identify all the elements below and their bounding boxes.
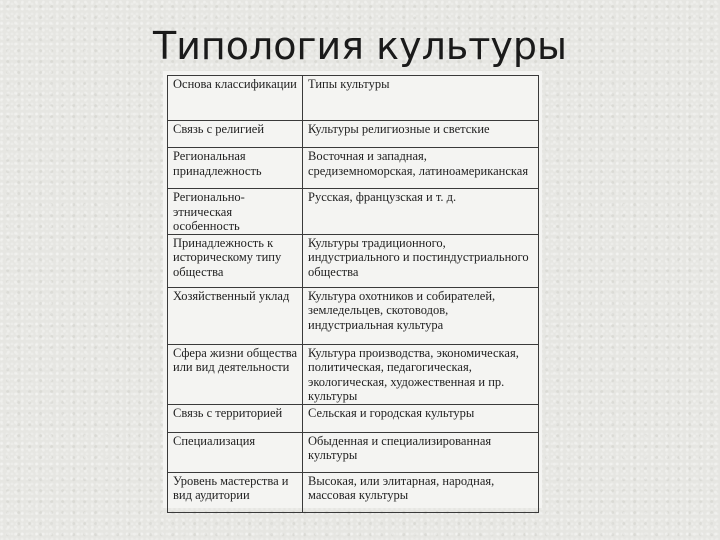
table-row [168, 234, 539, 287]
typology-table [167, 75, 539, 513]
basis-cell: Региональная принадлежность [168, 148, 303, 189]
types-cell: Культура охотников и собирателей, земледельцев, скотоводов, индустриальная культура [303, 287, 539, 344]
table-row [168, 121, 539, 148]
types-cell: Сельская и городская культуры [303, 404, 539, 432]
basis-cell: Регионально-этническая особенность [168, 189, 303, 235]
basis-cell: Сфера жизни общества или вид деятельности [168, 344, 303, 404]
types-cell: Обыденная и специализированная культуры [303, 432, 539, 472]
basis-cell: Хозяйственный уклад [168, 287, 303, 344]
header-basis-cell: Основа классификации [168, 76, 303, 121]
table-row [168, 148, 539, 189]
types-cell: Культуры традиционного, индустриального и постиндустриального общества [303, 234, 539, 287]
header-types-cell: Типы культуры [303, 76, 539, 121]
table-row [168, 432, 539, 472]
basis-cell: Принадлежность к историческому типу общества [168, 234, 303, 287]
basis-cell: Связь с территорией [168, 404, 303, 432]
basis-cell: Уровень мастерства и вид аудитории [168, 472, 303, 512]
table-row [168, 404, 539, 432]
types-cell: Высокая, или элитарная, народная, массовая культуры [303, 472, 539, 512]
types-cell: Культуры религиозные и светские [303, 121, 539, 148]
types-cell: Культура производства, экономическая, политическая, педагогическая, экологическая, художественная и пр. культуры [303, 344, 539, 404]
basis-cell: Связь с религией [168, 121, 303, 148]
table-header-row [168, 76, 539, 121]
table-row [168, 344, 539, 404]
table-row [168, 472, 539, 512]
types-cell: Восточная и западная, средиземноморская, латиноамериканская [303, 148, 539, 189]
types-cell: Русская, французская и т. д. [303, 189, 539, 235]
basis-cell: Специализация [168, 432, 303, 472]
typology-table-image [163, 71, 542, 508]
table-row [168, 189, 539, 235]
slide-title: Типология культуры [152, 24, 567, 68]
table-row [168, 287, 539, 344]
